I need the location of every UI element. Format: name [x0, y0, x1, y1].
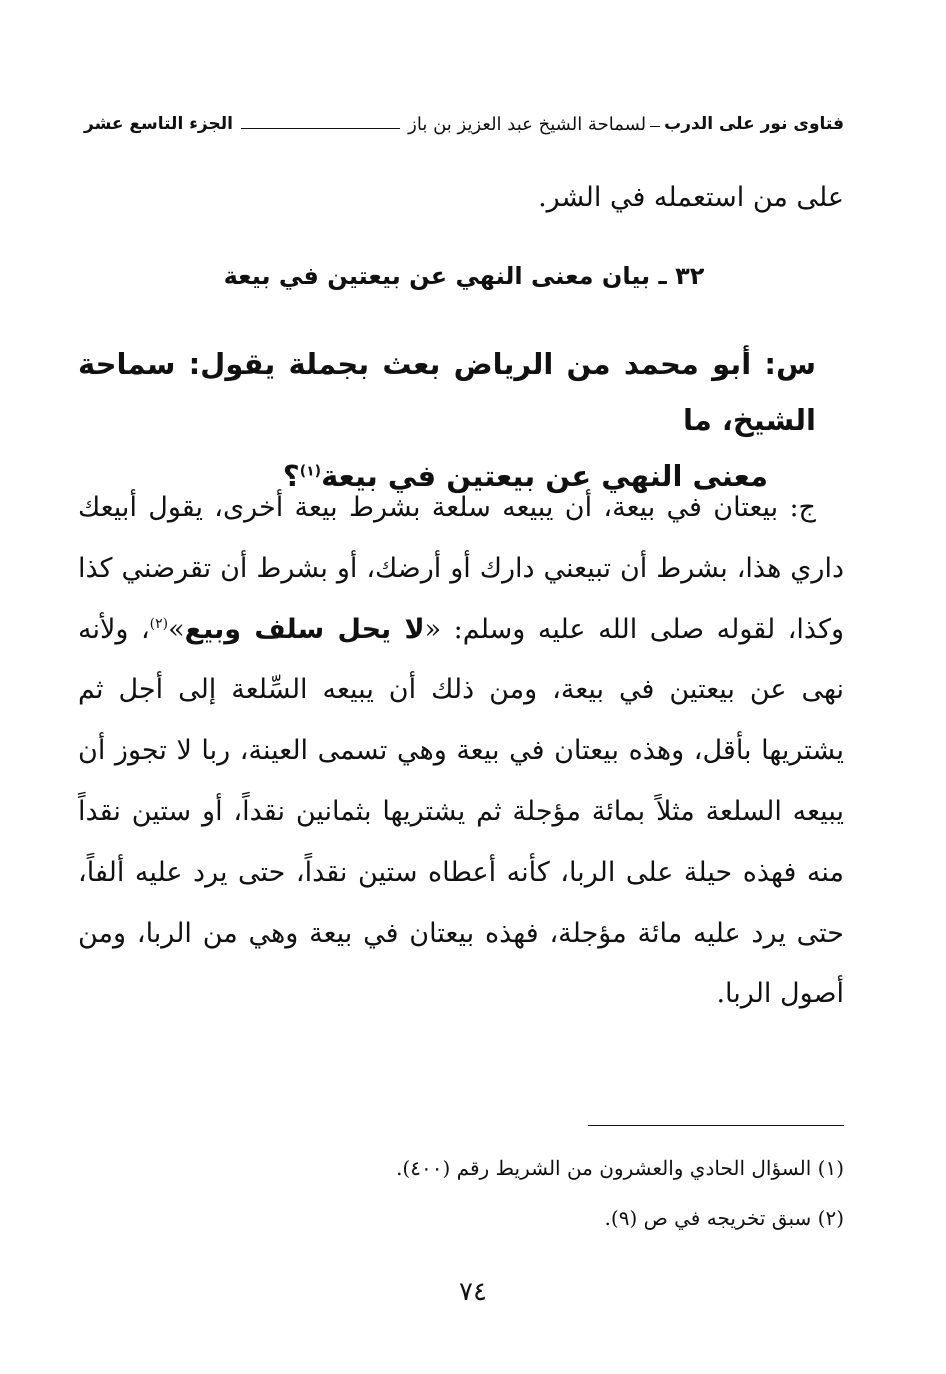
- question-mark: ؟: [282, 459, 300, 493]
- footnote-separator: [588, 1125, 844, 1126]
- hadith-quote: لا يحل سلف وبيع: [184, 613, 425, 645]
- footnote-1: (١) السؤال الحادي والعشرون من الشريط رقم (٤٠٠).: [396, 1156, 844, 1180]
- answer-text-2: ، ولأنه نهى عن بيعتين في بيعة، ومن ذلك أن يبيعه السِّلعة إلى أجل ثم يشتريها بأقل، وهذه بيعتان في بيعة وهي تسمى العينة، ربا لا تجوز أن يبيعه السلعة مثلاً بمائة مؤجلة ثم يشتريها بثمانين نقداً، أو ستين نقداً منه فهذه حيلة على الربا، كأنه أعطاه ستين نقداً، حتى يرد عليه ألفاً، حتى يرد عليه مائة مؤجلة، فهذه بيعتان في بيعة وهي من الربا، ومن أصول الربا.: [78, 613, 844, 1010]
- quote-close: »: [168, 613, 185, 645]
- volume-label: الجزء التاسع عشر: [84, 114, 233, 134]
- header-dash: [650, 126, 660, 127]
- book-title: فتاوى نور على الدرب: [664, 114, 844, 134]
- author-line: لسماحة الشيخ عبد العزيز بن باز: [408, 113, 647, 135]
- header-rule: [241, 128, 400, 129]
- running-header: [84, 104, 844, 144]
- question-line-1: س: أبو محمد من الرياض بعث بجملة يقول: سماحة الشيخ، ما: [78, 347, 816, 437]
- answer-text-1: ج: بيعتان في بيعة، أن يبيعه سلعة بشرط بيعة أخرى، يقول أبيعك داري هذا، بشرط أن تبيعني دارك أو أرضك، أو بشرط أن تقرضني كذا وكذا، لقوله صلى الله عليه وسلم: «: [78, 492, 844, 645]
- answer-paragraph: [78, 478, 844, 1025]
- footnote-ref-1: (١): [299, 463, 322, 480]
- footnote-ref-2: (٢): [149, 615, 169, 632]
- question-text-end: معنى النهي عن بيعتين في بيعة: [321, 459, 768, 493]
- page-number: ٧٤: [459, 1277, 487, 1307]
- section-heading: ٣٢ ـ بيان معنى النهي عن بيعتين في بيعة: [223, 262, 705, 290]
- continuation-text: على من استعمله في الشر.: [538, 182, 844, 213]
- footnote-2: (٢) سبق تخريجه في ص (٩).: [604, 1206, 844, 1230]
